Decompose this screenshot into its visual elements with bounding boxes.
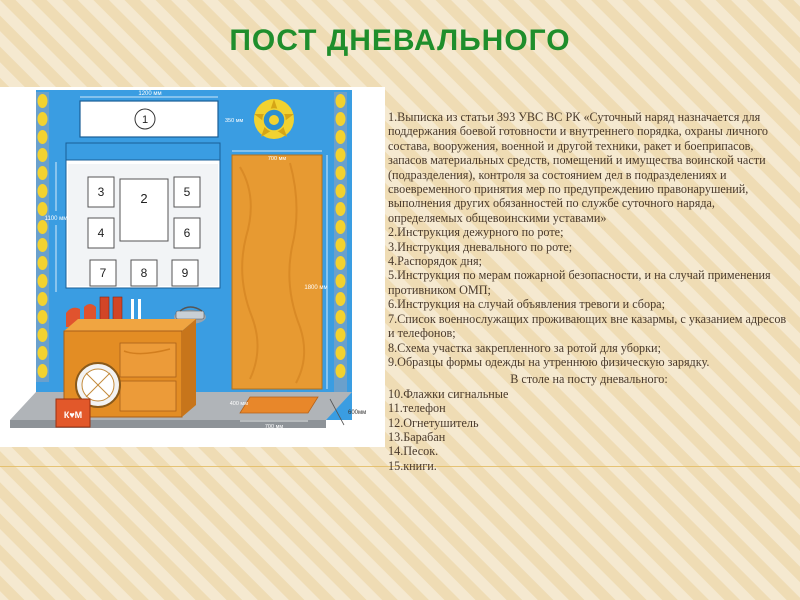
number-5: 5 [183,185,191,199]
list-item: 9.Образцы формы одежды на утреннюю физическую зарядку. [388,354,710,369]
desk-item: 12.Огнетушитель [388,415,479,430]
list-item: 2.Инструкция дежурного по роте; [388,225,564,240]
number-7: 7 [99,266,107,280]
floor-mat [240,397,318,413]
desk-item: 15.книги. [388,458,437,473]
desk-item: 13.Барабан [388,429,446,444]
emblem-icon [254,99,294,139]
number-2: 2 [140,191,148,206]
instructions-text [388,110,790,473]
dim-door-height: 1800 мм [304,285,328,291]
ornament-left [36,92,49,382]
number-9: 9 [181,266,189,280]
list-item: 3.Инструкция дневального по роте; [388,239,573,254]
desk-item: 10.Флажки сигнальные [388,386,509,401]
number-3: 3 [97,185,105,199]
desk-item: 11.телефон [388,401,446,416]
dim-left-label: 1100 мм [44,216,68,222]
sand-box-label: К♥М [63,410,83,420]
ornament-right [334,92,347,392]
dim-door-width: 700 мм [267,156,287,162]
dim-panel-side: 350 мм [225,118,244,124]
dim-mat-width: 700 мм [264,424,284,430]
dim-floor-depth: 600мм [348,410,367,416]
number-4: 4 [97,226,105,240]
intro-paragraph: 1.Выписка из статьи 393 УВС ВС РК «Суточный наряд назначается для поддержания боевой готовности и внутреннего порядка, охраны личного состава, вооружения, военной и другой техники, ракет и боеприпасов, запасов материальных средств, помещений и имущества воинской части (подразделения), контроля за состоянием дел в подразделениях и своевременного принятия мер по предупреждению правонарушений, выполнения других обязанностей по службе суточного наряда, определяемых общевоинскими уставами» [388,110,768,225]
desk-contents-heading: В столе на посту дневального: [510,372,668,387]
number-6: 6 [183,226,191,240]
list-item: 5.Инструкция по мерам пожарной безопасности, и на случай применения противником ОМП; [388,268,771,297]
door [232,155,322,389]
flag-icon [100,297,109,321]
duty-post-illustration [0,87,385,447]
dim-top-label: 1200 мм [138,91,162,97]
list-item: 6.Инструкция на случай объявления тревоги и сбора; [388,297,665,312]
list-item: 7.Список военнослужащих проживающих вне казармы, с указанием адресов и телефонов; [388,311,787,341]
desk-item: 14.Песок. [388,444,439,459]
dim-mat-depth: 400 мм [229,401,248,407]
number-1: 1 [141,114,149,126]
page-title: ПОСТ ДНЕВАЛЬНОГО [229,24,571,57]
list-item: 4.Распорядок дня; [388,254,483,269]
number-8: 8 [140,266,148,280]
list-item: 8.Схема участка закрепленного за ротой для уборки; [388,340,661,355]
